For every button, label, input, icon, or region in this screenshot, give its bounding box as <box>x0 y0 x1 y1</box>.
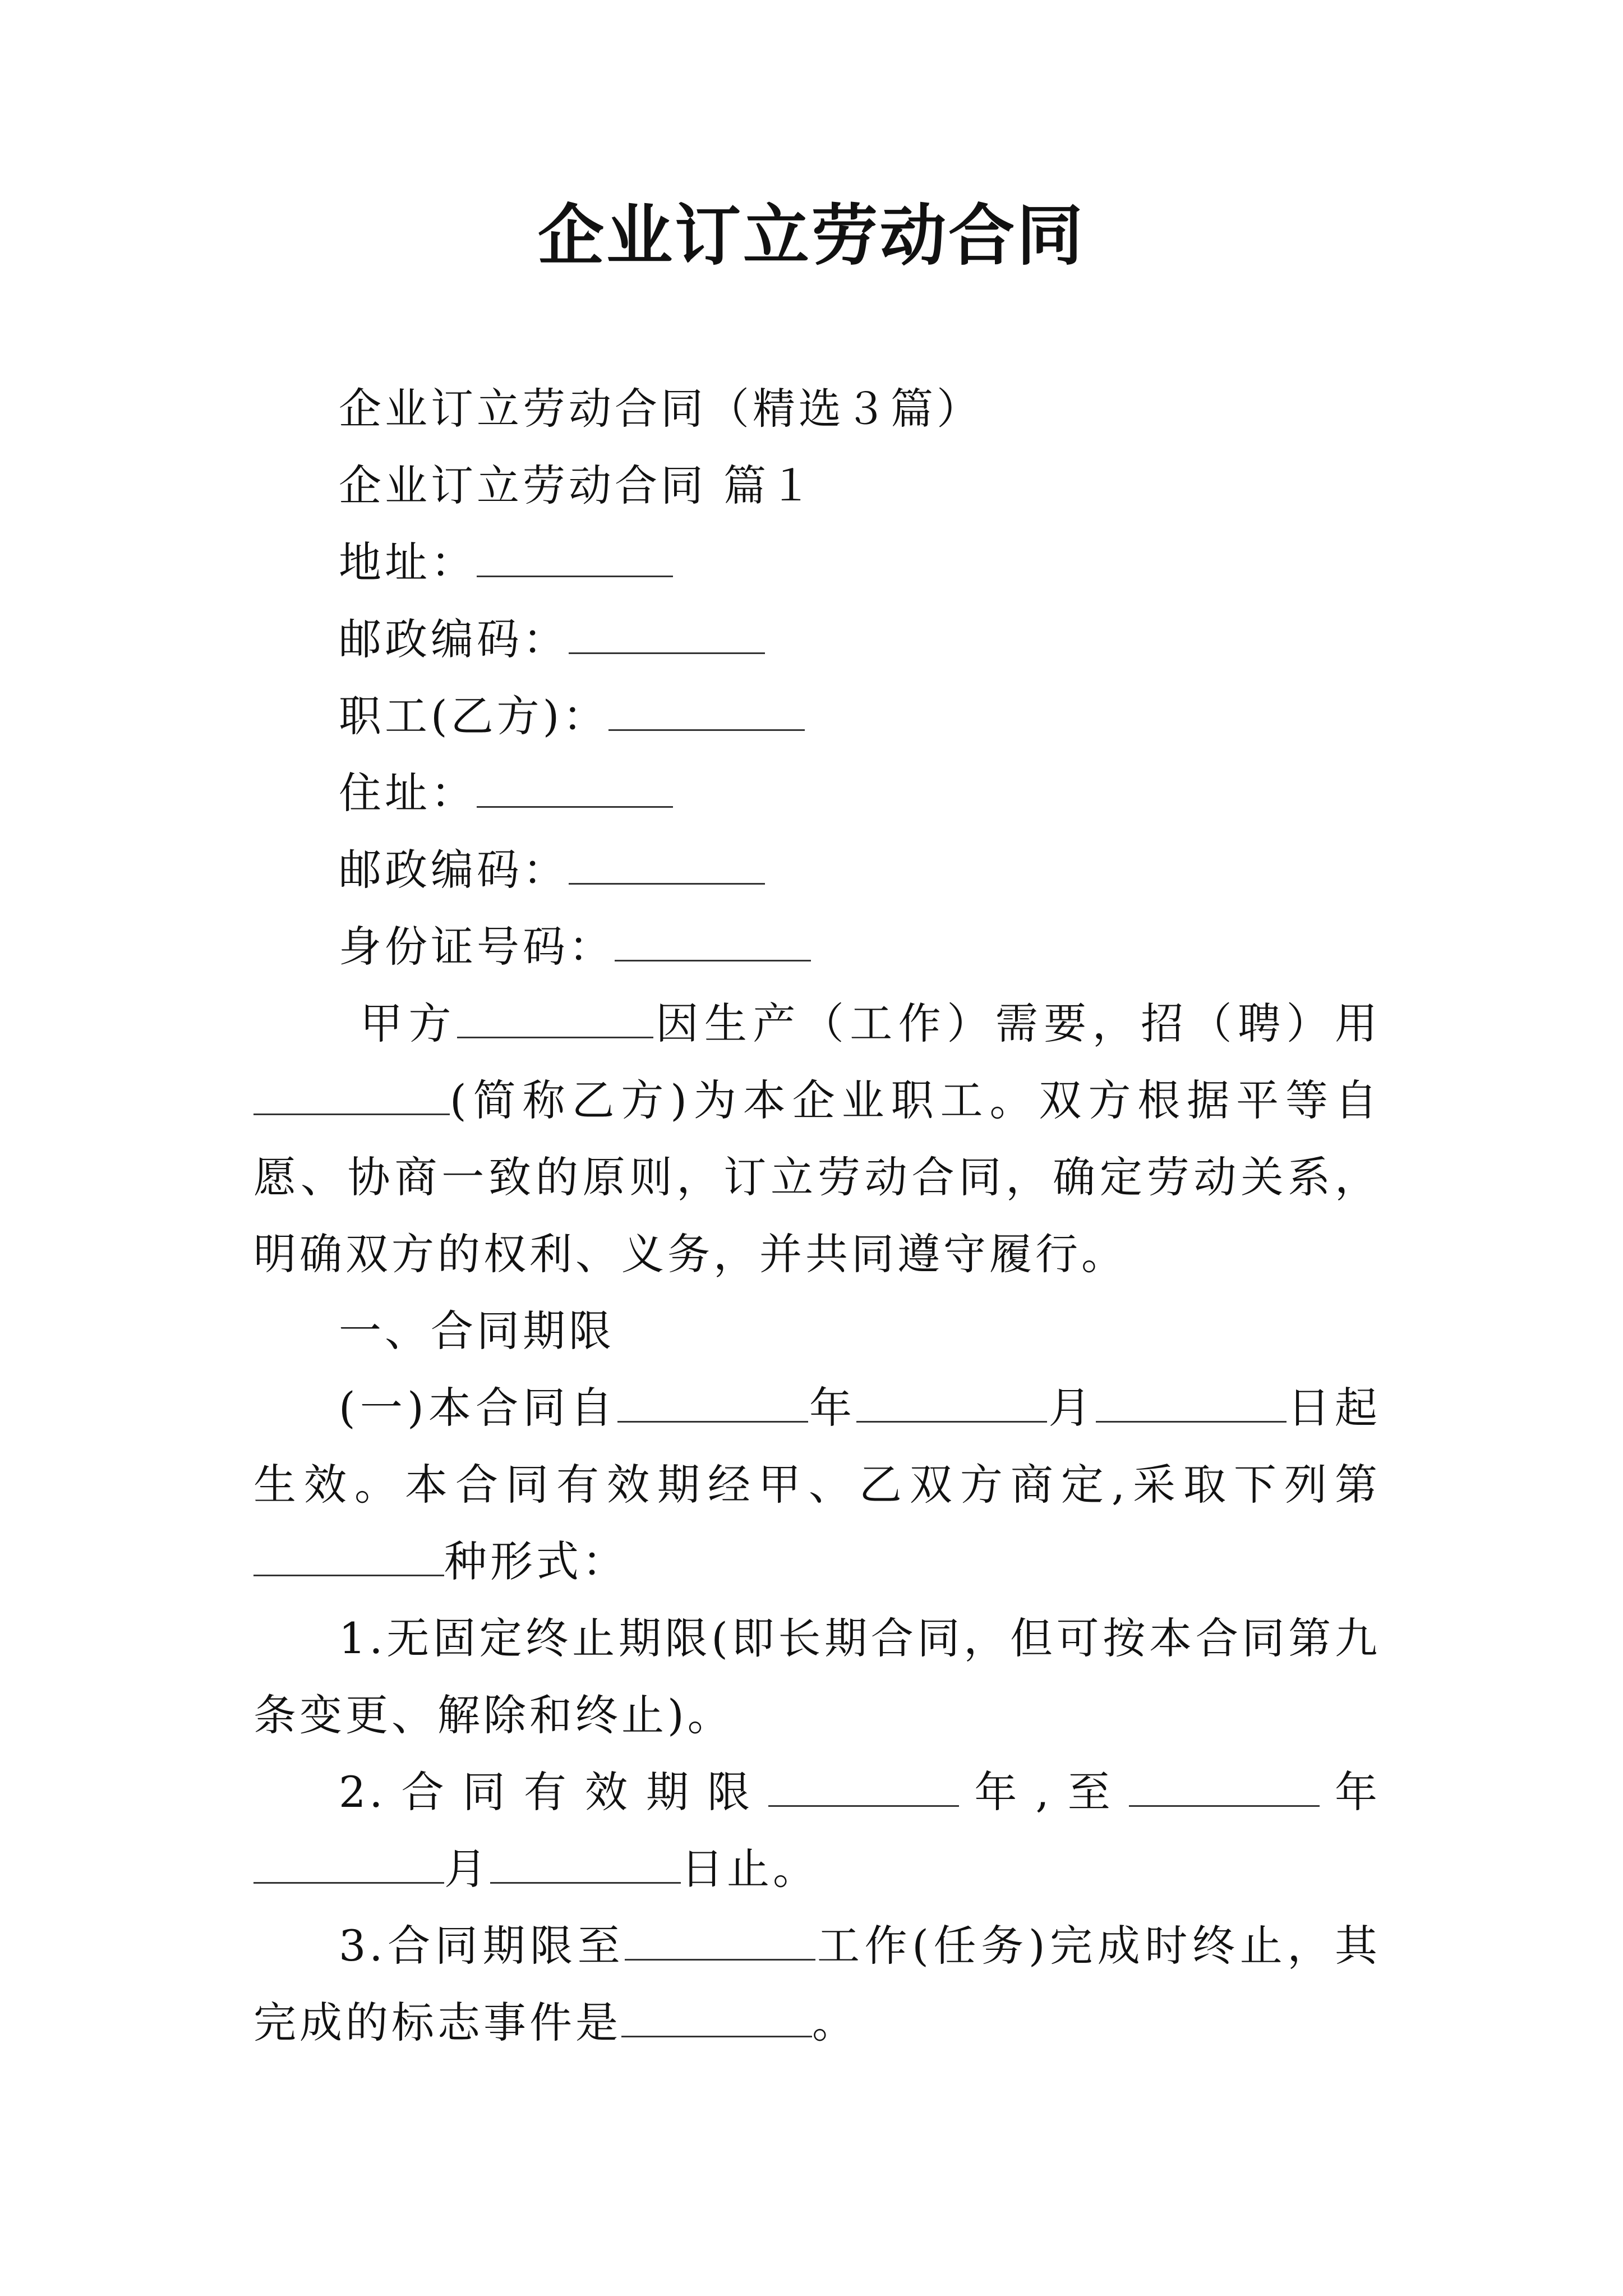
field-label: 身份证号码： <box>339 922 615 972</box>
blank-line <box>617 1389 808 1423</box>
item-text: 2.合同有效期限 <box>339 1767 769 1817</box>
item-text: 。 <box>812 1998 858 2047</box>
field-label: 职工(乙方)： <box>339 691 609 741</box>
item-3 <box>253 1907 1381 2061</box>
clause-text: (一)本合同自 <box>339 1383 617 1433</box>
blank-line <box>856 1389 1047 1423</box>
field-address <box>253 524 1381 601</box>
intro-text: (简称乙方)为本企业职工。双方根据平等自愿、协商一致的原则，订立劳动合同，确定劳动关系，明确双方的权利、义务，并共同遵守履行。 <box>253 1075 1381 1279</box>
field-residence <box>253 754 1381 831</box>
blank-line <box>615 928 811 961</box>
field-id-number <box>253 908 1381 985</box>
blank-line <box>608 698 805 731</box>
blank-line <box>1129 1774 1320 1807</box>
field-label: 住址： <box>339 768 477 818</box>
section-heading: 企业订立劳动合同 篇１ <box>339 461 816 510</box>
item-text: 3.合同期限至 <box>339 1921 625 1971</box>
document-body <box>253 370 1381 2061</box>
field-postal-code <box>253 601 1381 678</box>
intro-paragraph <box>253 985 1381 1292</box>
item-text: 年 <box>1319 1767 1381 1817</box>
intro-text: 甲方 <box>360 999 457 1048</box>
field-label: 邮政编码： <box>339 845 569 895</box>
blank-line <box>477 775 673 808</box>
field-label: 邮政编码： <box>339 614 569 664</box>
blank-line <box>621 2004 812 2037</box>
item-1: 1.无固定终止期限(即长期合同，但可按本合同第九条变更、解除和终止)。 <box>253 1613 1381 1740</box>
blank-line <box>477 544 673 577</box>
blank-line <box>253 1543 444 1576</box>
clause-text: 年 <box>808 1383 857 1433</box>
blank-line <box>253 1851 444 1884</box>
clause-text: 月 <box>1047 1383 1096 1433</box>
item-text: 工作(任务)完成时终止，其完成的标志事件是 <box>253 1921 1381 2047</box>
blank-line <box>490 1851 681 1884</box>
item-text: 年,至 <box>959 1767 1129 1817</box>
blank-line <box>569 621 765 654</box>
field-employee <box>253 678 1381 754</box>
clause-sub-1 <box>253 1369 1381 1600</box>
blank-line <box>457 1005 653 1038</box>
blank-line <box>253 1082 450 1115</box>
subtitle: 企业订立劳动合同（精选３篇） <box>339 384 983 434</box>
item-text: 月 <box>444 1844 490 1894</box>
item-2 <box>253 1754 1381 1907</box>
blank-line <box>569 852 765 885</box>
blank-line <box>1096 1389 1287 1423</box>
blank-line <box>625 1927 815 1961</box>
clause-text: 日起生效。本合同有效期经甲、乙双方商定,采取下列第 <box>253 1383 1381 1510</box>
document-title: 企业订立劳动合同 <box>537 196 1085 274</box>
field-postal-code-2 <box>253 831 1381 908</box>
clause-heading: 一、合同期限 <box>339 1306 615 1356</box>
intro-text: 因生产（工作）需要，招（聘）用 <box>653 999 1381 1048</box>
clause-text: 种形式： <box>444 1536 628 1586</box>
blank-line <box>768 1774 959 1807</box>
field-label: 地址： <box>339 537 477 587</box>
item-text: 日止。 <box>681 1844 819 1894</box>
